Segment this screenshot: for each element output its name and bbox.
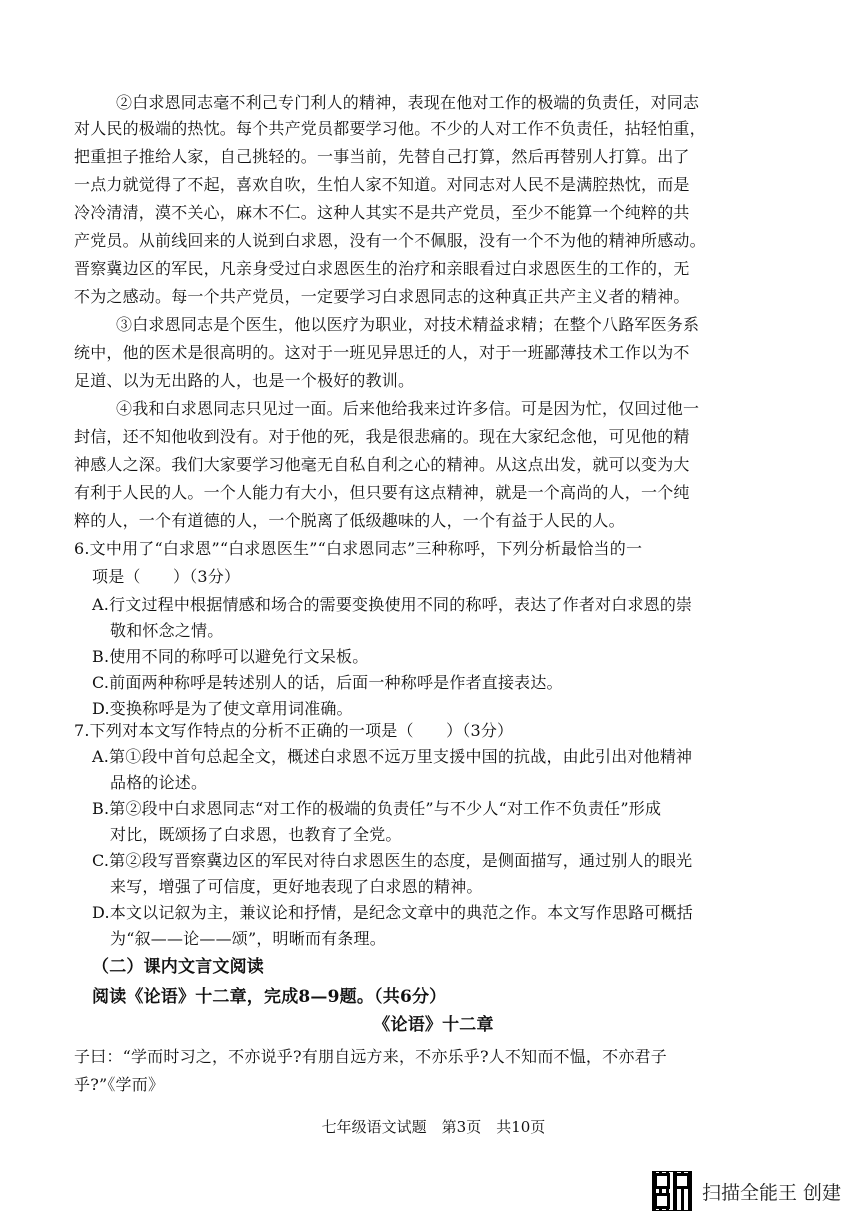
- question6-stem-line2: 项是（ ）（3分）: [92, 567, 241, 586]
- passage-title: 《论语》十二章: [373, 1015, 494, 1035]
- question7-option-b-line1: B.第②段中白求恩同志“对工作的极端的负责任”与不少人“对工作不负责任”形成: [92, 799, 662, 818]
- section-heading: （二）课内文言文阅读: [92, 957, 264, 977]
- question6-option-b: B.使用不同的称呼可以避免行文呆板。: [92, 647, 369, 666]
- para2-line4: 一点力就觉得了不起，喜欢自吹，生怕人家不知道。对同志对人民不是满腔热忱，而是: [74, 175, 690, 194]
- para2-line2: 对人民的极端的热忱。每个共产党员都要学习他。不少的人对工作不负责任，拈轻怕重，: [74, 119, 706, 138]
- question7-option-c-line2: 来写，增强了可信度，更好地表现了白求恩的精神。: [110, 877, 483, 896]
- question7-option-d-line2: 为“叙——论——颂”，明晰而有条理。: [110, 929, 386, 948]
- question7-option-c-line1: C.第②段写晋察冀边区的军民对待白求恩医生的态度，是侧面描写，通过别人的眼光: [92, 851, 693, 870]
- para4-line4: 有利于人民的人。一个人能力有大小，但只要有这点精神，就是一个高尚的人，一个纯: [74, 483, 690, 502]
- para2-line5: 冷冷清清，漠不关心，麻木不仁。这种人其实不是共产党员，至少不能算一个纯粹的共: [74, 203, 690, 222]
- para2-line1: ②白求恩同志毫不利己专门利人的精神，表现在他对工作的极端的负责任，对同志: [116, 93, 700, 112]
- scanner-watermark: [652, 1171, 841, 1211]
- para4-line2: 封信，还不知他收到没有。对于他的死，我是很悲痛的。现在大家纪念他，可见他的精: [74, 427, 690, 446]
- question6-option-a-line2: 敬和怀念之情。: [110, 621, 224, 640]
- question6-stem-line1: 6.文中用了“白求恩”“白求恩医生”“白求恩同志”三种称呼，下列分析最恰当的一: [74, 539, 643, 558]
- reading-instruction: 阅读《论语》十二章，完成8—9题。（共6分）: [92, 987, 447, 1007]
- question7-option-b-line2: 对比，既颂扬了白求恩，也教育了全党。: [110, 825, 402, 844]
- para2-line6: 产党员。从前线回来的人说到白求恩，没有一个不佩服，没有一个不为他的精神所感动。: [74, 231, 706, 250]
- passage-line2: 乎?”《学而》: [74, 1075, 165, 1094]
- question7-option-a-line2: 品格的论述。: [110, 773, 208, 792]
- para3-line1: ③白求恩同志是个医生，他以医疗为职业，对技术精益求精；在整个八路军医务系: [116, 315, 700, 334]
- para2-line3: 把重担子推给人家，自己挑轻的。一事当前，先替自己打算，然后再替别人打算。出了: [74, 147, 690, 166]
- question7-stem: 7.下列对本文写作特点的分析不正确的一项是（ ）（3分）: [74, 721, 514, 740]
- scanner-watermark-text: 扫描全能王 创建: [702, 1181, 842, 1204]
- question6-option-a-line1: A.行文过程中根据情感和场合的需要变换使用不同的称呼，表达了作者对白求恩的崇: [92, 595, 693, 614]
- page-footer: 七年级语文试题 第3页 共10页: [321, 1118, 546, 1136]
- para4-line3: 神感人之深。我们大家要学习他毫无自私自利之心的精神。从这点出发，就可以变为大: [74, 455, 690, 474]
- para3-line2: 统中，他的医术是很高明的。这对于一班见异思迁的人，对于一班鄙薄技术工作以为不: [74, 343, 690, 362]
- question6-option-d: D.变换称呼是为了使文章用词准确。: [92, 699, 353, 718]
- question7-option-a-line1: A.第①段中首句总起全文，概述白求恩不远万里支援中国的抗战，由此引出对他精神: [92, 747, 693, 766]
- question7-option-d-line1: D.本文以记叙为主，兼议论和抒情，是纪念文章中的典范之作。本文写作思路可概括: [92, 903, 693, 922]
- para4-line1: ④我和白求恩同志只见过一面。后来他给我来过许多信。可是因为忙，仅回过他一: [116, 399, 700, 418]
- para2-line7: 晋察冀边区的军民，凡亲身受过白求恩医生的治疗和亲眼看过白求恩医生的工作的，无: [74, 259, 690, 278]
- para3-line3: 足道、以为无出路的人，也是一个极好的教训。: [74, 371, 415, 390]
- passage-line1: 子曰：“学而时习之，不亦说乎?有朋自远方来，不亦乐乎?人不知而不愠，不亦君子: [74, 1047, 667, 1066]
- para4-line5: 粹的人，一个有道德的人，一个脱离了低级趣味的人，一个有益于人民的人。: [74, 511, 625, 530]
- qr-code-icon: [652, 1171, 692, 1211]
- para2-line8: 不为之感动。每一个共产党员，一定要学习白求恩同志的这种真正共产主义者的精神。: [74, 287, 690, 306]
- question6-option-c: C.前面两种称呼是转述别人的话，后面一种称呼是作者直接表达。: [92, 673, 563, 692]
